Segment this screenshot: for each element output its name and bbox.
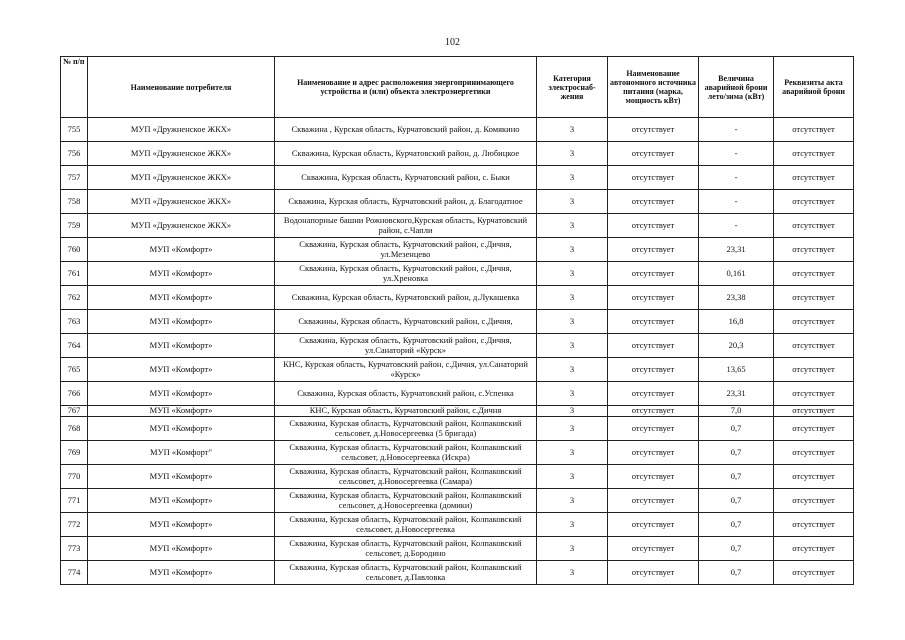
consumer-name-cell: МУП «Комфорт» bbox=[88, 334, 275, 358]
table-body bbox=[61, 118, 854, 585]
object-address-cell: Скважина, Курская область, Курчатовский район, д. Благодатное bbox=[275, 190, 537, 214]
consumer-name-cell: МУП «Дружненское ЖКХ» bbox=[88, 190, 275, 214]
table-row bbox=[61, 537, 854, 561]
emergency-reserve-cell: 0,7 bbox=[699, 537, 774, 561]
supply-category-cell: 3 bbox=[537, 513, 608, 537]
power-source-cell: отсутствует bbox=[608, 358, 699, 382]
consumer-name-cell: МУП «Комфорт» bbox=[88, 561, 275, 585]
row-number-cell: 767 bbox=[61, 406, 88, 417]
row-number-cell: 765 bbox=[61, 358, 88, 382]
object-address-cell: Водонапорные башни Рожновского,Курская область, Курчатовский район, с.Чапли bbox=[275, 214, 537, 238]
supply-category-cell: 3 bbox=[537, 262, 608, 286]
supply-category-cell: 3 bbox=[537, 465, 608, 489]
object-address-cell: Скважина, Курская область, Курчатовский район, Колпаковский сельсовет, д.Новосергеевка (5 бригада) bbox=[275, 417, 537, 441]
emergency-reserve-cell: - bbox=[699, 190, 774, 214]
table-row bbox=[61, 238, 854, 262]
object-address-cell: Скважина, Курская область, Курчатовский район, д.Лукашевка bbox=[275, 286, 537, 310]
row-number-cell: 756 bbox=[61, 142, 88, 166]
power-source-cell: отсутствует bbox=[608, 166, 699, 190]
supply-category-cell: 3 bbox=[537, 166, 608, 190]
power-source-cell: отсутствует bbox=[608, 262, 699, 286]
supply-category-cell: 3 bbox=[537, 238, 608, 262]
row-number-cell: 759 bbox=[61, 214, 88, 238]
reserve-act-cell: отсутствует bbox=[774, 310, 854, 334]
consumer-name-cell: МУП «Комфорт» bbox=[88, 406, 275, 417]
supply-category-cell: 3 bbox=[537, 310, 608, 334]
power-source-cell: отсутствует bbox=[608, 190, 699, 214]
reserve-act-cell: отсутствует bbox=[774, 286, 854, 310]
supply-category-cell: 3 bbox=[537, 406, 608, 417]
supply-category-cell: 3 bbox=[537, 561, 608, 585]
table-row bbox=[61, 142, 854, 166]
reserve-act-cell: отсутствует bbox=[774, 382, 854, 406]
emergency-reserve-cell: - bbox=[699, 214, 774, 238]
power-source-cell: отсутствует bbox=[608, 382, 699, 406]
object-address-cell: Скважина, Курская область, Курчатовский район, д. Любицкое bbox=[275, 142, 537, 166]
header-category: Категория электроснаб-жения bbox=[537, 57, 608, 118]
row-number-cell: 771 bbox=[61, 489, 88, 513]
reserve-act-cell: отсутствует bbox=[774, 537, 854, 561]
power-source-cell: отсутствует bbox=[608, 561, 699, 585]
row-number-cell: 757 bbox=[61, 166, 88, 190]
consumer-name-cell: МУП «Комфорт" bbox=[88, 441, 275, 465]
emergency-reserve-cell: - bbox=[699, 118, 774, 142]
object-address-cell: Скважина, Курская область, Курчатовский район, с.Дичня, ул.Санаторий «Курск» bbox=[275, 334, 537, 358]
table-row bbox=[61, 166, 854, 190]
row-number-cell: 763 bbox=[61, 310, 88, 334]
row-number-cell: 770 bbox=[61, 465, 88, 489]
emergency-reserve-cell: 0,7 bbox=[699, 417, 774, 441]
power-source-cell: отсутствует bbox=[608, 406, 699, 417]
power-source-cell: отсутствует bbox=[608, 310, 699, 334]
reserve-act-cell: отсутствует bbox=[774, 142, 854, 166]
table-row bbox=[61, 286, 854, 310]
table-row bbox=[61, 358, 854, 382]
supply-category-cell: 3 bbox=[537, 489, 608, 513]
emergency-reserve-cell: 16,8 bbox=[699, 310, 774, 334]
object-address-cell: Скважина , Курская область, Курчатовский район, д. Комякино bbox=[275, 118, 537, 142]
emergency-reserve-cell: 0,7 bbox=[699, 489, 774, 513]
row-number-cell: 758 bbox=[61, 190, 88, 214]
power-source-cell: отсутствует bbox=[608, 465, 699, 489]
table-header-row bbox=[61, 57, 854, 118]
supply-category-cell: 3 bbox=[537, 334, 608, 358]
table-row bbox=[61, 334, 854, 358]
row-number-cell: 774 bbox=[61, 561, 88, 585]
reserve-act-cell: отсутствует bbox=[774, 513, 854, 537]
table-row bbox=[61, 441, 854, 465]
table-row bbox=[61, 262, 854, 286]
supply-category-cell: 3 bbox=[537, 142, 608, 166]
table-row bbox=[61, 417, 854, 441]
reserve-act-cell: отсутствует bbox=[774, 489, 854, 513]
supply-category-cell: 3 bbox=[537, 118, 608, 142]
power-source-cell: отсутствует bbox=[608, 214, 699, 238]
table-row bbox=[61, 513, 854, 537]
supply-category-cell: 3 bbox=[537, 382, 608, 406]
header-act: Реквизиты акта аварийной брони bbox=[774, 57, 854, 118]
supply-category-cell: 3 bbox=[537, 214, 608, 238]
emergency-reserve-cell: 23,31 bbox=[699, 382, 774, 406]
consumer-name-cell: МУП «Комфорт» bbox=[88, 262, 275, 286]
reserve-act-cell: отсутствует bbox=[774, 417, 854, 441]
header-address: Наименование и адрес расположения энергопринимающего устройства и (или) объекта электроэнергетики bbox=[275, 57, 537, 118]
object-address-cell: Скважина, Курская область, Курчатовский район, Колпаковский сельсовет, д.Новосергеевка (Искра) bbox=[275, 441, 537, 465]
consumer-name-cell: МУП «Дружненское ЖКХ» bbox=[88, 214, 275, 238]
consumer-name-cell: МУП «Дружненское ЖКХ» bbox=[88, 118, 275, 142]
table-row bbox=[61, 382, 854, 406]
row-number-cell: 768 bbox=[61, 417, 88, 441]
supply-category-cell: 3 bbox=[537, 417, 608, 441]
object-address-cell: Скважина, Курская область, Курчатовский район, Колпаковский сельсовет, д.Новосергеевка bbox=[275, 513, 537, 537]
supply-category-cell: 3 bbox=[537, 286, 608, 310]
emergency-reserve-cell: 0,7 bbox=[699, 441, 774, 465]
reserve-act-cell: отсутствует bbox=[774, 358, 854, 382]
row-number-cell: 755 bbox=[61, 118, 88, 142]
supply-category-cell: 3 bbox=[537, 441, 608, 465]
consumer-name-cell: МУП «Дружненское ЖКХ» bbox=[88, 166, 275, 190]
object-address-cell: КНС, Курская область, Курчатовский район, с.Дичня, ул.Санаторий «Курск» bbox=[275, 358, 537, 382]
row-number-cell: 764 bbox=[61, 334, 88, 358]
object-address-cell: Скважина, Курская область, Курчатовский район, Колпаковский сельсовет, д.Новосергеевка (Самара) bbox=[275, 465, 537, 489]
object-address-cell: Скважина, Курская область, Курчатовский район, Колпаковский сельсовет, д.Новосергеевка (домики) bbox=[275, 489, 537, 513]
consumer-name-cell: МУП «Комфорт» bbox=[88, 489, 275, 513]
consumer-name-cell: МУП «Комфорт» bbox=[88, 310, 275, 334]
header-consumer: Наименование потребителя bbox=[88, 57, 275, 118]
row-number-cell: 769 bbox=[61, 441, 88, 465]
row-number-cell: 761 bbox=[61, 262, 88, 286]
consumer-registry-table bbox=[60, 56, 854, 585]
power-source-cell: отсутствует bbox=[608, 513, 699, 537]
emergency-reserve-cell: 13,65 bbox=[699, 358, 774, 382]
consumer-name-cell: МУП «Комфорт» bbox=[88, 382, 275, 406]
emergency-reserve-cell: 23,31 bbox=[699, 238, 774, 262]
object-address-cell: Скважина, Курская область, Курчатовский район, Колпаковский сельсовет, д.Павловка bbox=[275, 561, 537, 585]
power-source-cell: отсутствует bbox=[608, 142, 699, 166]
object-address-cell: Скважина, Курская область, Курчатовский район, с. Быки bbox=[275, 166, 537, 190]
reserve-act-cell: отсутствует bbox=[774, 561, 854, 585]
header-power-source: Наименование автономного источника питания (марка, мощность кВт) bbox=[608, 57, 699, 118]
table-row bbox=[61, 561, 854, 585]
object-address-cell: КНС, Курская область, Курчатовский район, с.Дичня bbox=[275, 406, 537, 417]
page-number: 102 bbox=[445, 37, 460, 48]
power-source-cell: отсутствует bbox=[608, 489, 699, 513]
table-row bbox=[61, 489, 854, 513]
supply-category-cell: 3 bbox=[537, 190, 608, 214]
power-source-cell: отсутствует bbox=[608, 334, 699, 358]
row-number-cell: 766 bbox=[61, 382, 88, 406]
reserve-act-cell: отсутствует bbox=[774, 166, 854, 190]
power-source-cell: отсутствует bbox=[608, 417, 699, 441]
power-source-cell: отсутствует bbox=[608, 118, 699, 142]
emergency-reserve-cell: 7,0 bbox=[699, 406, 774, 417]
emergency-reserve-cell: 0,161 bbox=[699, 262, 774, 286]
row-number-cell: 760 bbox=[61, 238, 88, 262]
reserve-act-cell: отсутствует bbox=[774, 190, 854, 214]
reserve-act-cell: отсутствует bbox=[774, 118, 854, 142]
table-row bbox=[61, 118, 854, 142]
consumer-name-cell: МУП «Комфорт» bbox=[88, 417, 275, 441]
emergency-reserve-cell: 0,7 bbox=[699, 561, 774, 585]
header-number: № п/п bbox=[61, 57, 88, 118]
consumer-name-cell: МУП «Комфорт» bbox=[88, 238, 275, 262]
reserve-act-cell: отсутствует bbox=[774, 262, 854, 286]
row-number-cell: 762 bbox=[61, 286, 88, 310]
object-address-cell: Скважины, Курская область, Курчатовский район, с.Дичня, bbox=[275, 310, 537, 334]
consumer-name-cell: МУП «Комфорт» bbox=[88, 358, 275, 382]
power-source-cell: отсутствует bbox=[608, 537, 699, 561]
header-reserve: Величина аварийной брони лето/зима (кВт) bbox=[699, 57, 774, 118]
power-source-cell: отсутствует bbox=[608, 238, 699, 262]
row-number-cell: 773 bbox=[61, 537, 88, 561]
emergency-reserve-cell: 0,7 bbox=[699, 513, 774, 537]
object-address-cell: Скважина, Курская область, Курчатовский район, с.Дичня, ул.Хреновка bbox=[275, 262, 537, 286]
power-source-cell: отсутствует bbox=[608, 286, 699, 310]
consumer-name-cell: МУП «Комфорт» bbox=[88, 513, 275, 537]
reserve-act-cell: отсутствует bbox=[774, 465, 854, 489]
consumer-name-cell: МУП «Дружненское ЖКХ» bbox=[88, 142, 275, 166]
row-number-cell: 772 bbox=[61, 513, 88, 537]
reserve-act-cell: отсутствует bbox=[774, 238, 854, 262]
emergency-reserve-cell: - bbox=[699, 166, 774, 190]
emergency-reserve-cell: 0,7 bbox=[699, 465, 774, 489]
supply-category-cell: 3 bbox=[537, 358, 608, 382]
object-address-cell: Скважина, Курская область, Курчатовский район, с.Дичня, ул.Мезенцево bbox=[275, 238, 537, 262]
supply-category-cell: 3 bbox=[537, 537, 608, 561]
emergency-reserve-cell: - bbox=[699, 142, 774, 166]
table-row bbox=[61, 214, 854, 238]
power-source-cell: отсутствует bbox=[608, 441, 699, 465]
reserve-act-cell: отсутствует bbox=[774, 214, 854, 238]
table-row bbox=[61, 465, 854, 489]
reserve-act-cell: отсутствует bbox=[774, 406, 854, 417]
object-address-cell: Скважина, Курская область, Курчатовский район, с.Успенка bbox=[275, 382, 537, 406]
emergency-reserve-cell: 20,3 bbox=[699, 334, 774, 358]
table-row bbox=[61, 406, 854, 417]
consumer-name-cell: МУП «Комфорт» bbox=[88, 465, 275, 489]
consumer-name-cell: МУП «Комфорт» bbox=[88, 537, 275, 561]
consumer-name-cell: МУП «Комфорт» bbox=[88, 286, 275, 310]
object-address-cell: Скважина, Курская область, Курчатовский район, Колпаковский сельсовет, д.Бородино bbox=[275, 537, 537, 561]
emergency-reserve-cell: 23,38 bbox=[699, 286, 774, 310]
reserve-act-cell: отсутствует bbox=[774, 334, 854, 358]
reserve-act-cell: отсутствует bbox=[774, 441, 854, 465]
table-row bbox=[61, 310, 854, 334]
table-row bbox=[61, 190, 854, 214]
